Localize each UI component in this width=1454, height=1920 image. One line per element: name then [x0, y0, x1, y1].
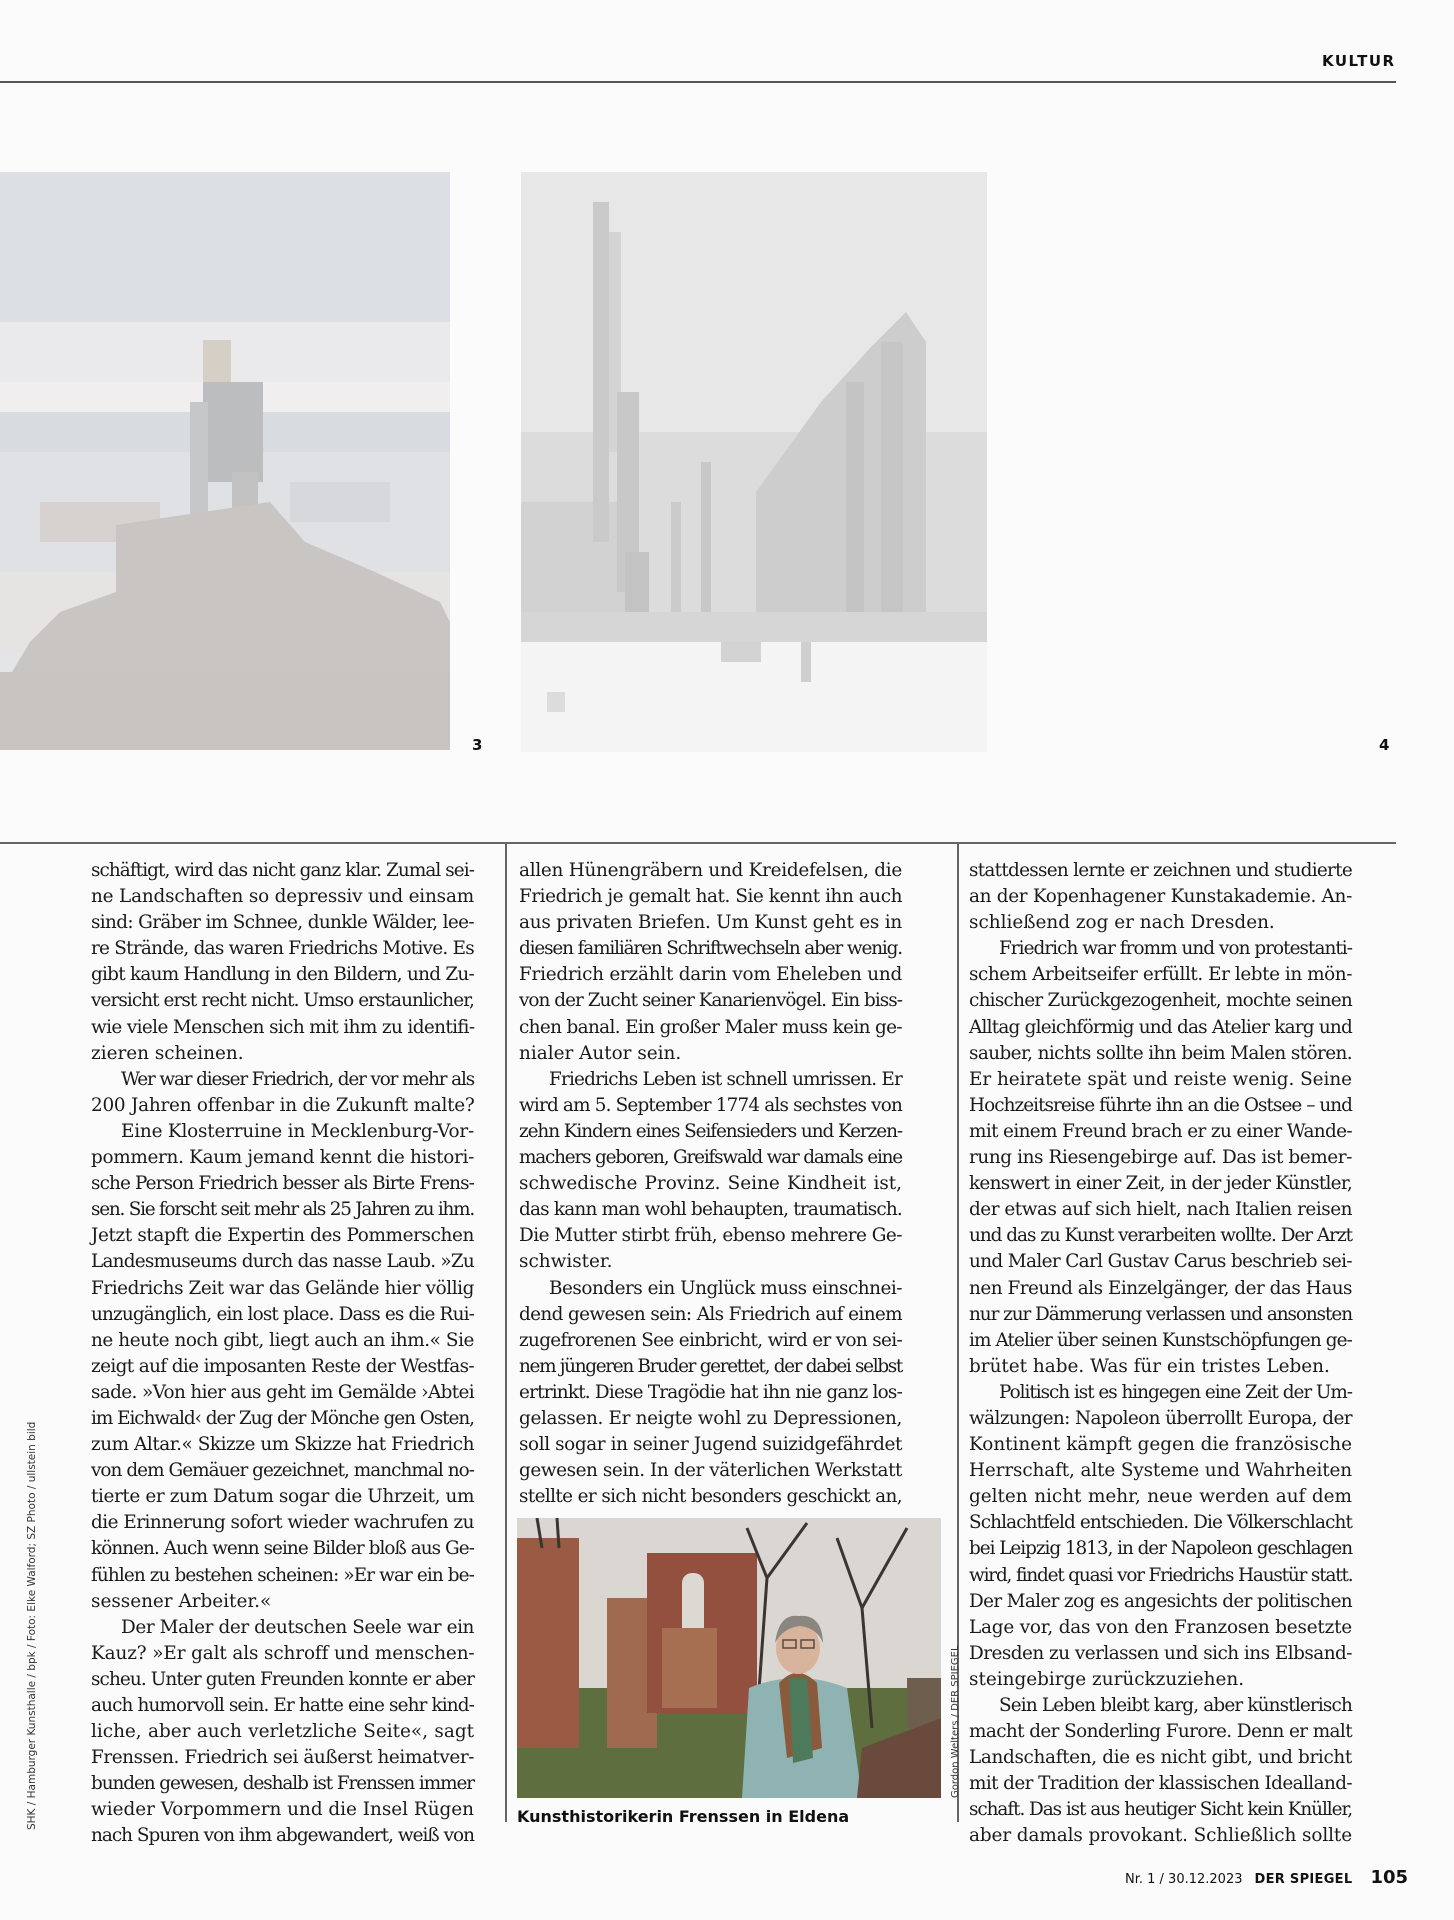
- magazine-brand: DER SPIEGEL: [1254, 1872, 1353, 1887]
- text-line: zieren scheinen.: [91, 1042, 244, 1064]
- text-line: im Atelier über seinen Kunstschöpfungen ge-: [969, 1329, 1352, 1351]
- text-line: ne Landschaften so depressiv und einsam: [91, 886, 474, 908]
- column-separator: [505, 844, 507, 1822]
- top-rule: [0, 81, 1396, 83]
- text-line: Hochzeitsreise führte ihn an die Ostsee – und: [969, 1094, 1352, 1116]
- text-line: machers geboren, Greifswald war damals eine: [519, 1147, 902, 1169]
- text-line: chischer Zurückgezogenheit, mochte seinen: [969, 990, 1352, 1012]
- text-line: mit einem Freund brach er zu einer Wande-: [969, 1120, 1352, 1142]
- text-line: liche, aber auch verletzliche Seite«, sagt: [91, 1721, 474, 1743]
- text-line: versicht erst recht nicht. Umso erstaunlicher,: [91, 990, 474, 1012]
- paragraph: [969, 936, 1352, 1380]
- text-line: zehn Kindern eines Seifensieders und Kerzen-: [519, 1120, 902, 1142]
- text-line: Besonders ein Unglück muss einschnei-: [549, 1277, 902, 1299]
- paragraph: [91, 1615, 474, 1850]
- page-number: 105: [1370, 1867, 1409, 1888]
- text-line: schließend zog er nach Dresden.: [969, 912, 1275, 934]
- text-line: aber damals provokant. Schließlich sollte: [969, 1825, 1352, 1847]
- paragraph: [519, 858, 902, 1067]
- text-line: nach Spuren von ihm abgewandert, weiß von: [91, 1825, 474, 1847]
- paragraph: [969, 1380, 1352, 1693]
- text-line: im Eichwald‹ der Zug der Mönche gen Osten,: [91, 1407, 474, 1429]
- text-line: nem jüngeren Bruder gerettet, der dabei selbst: [519, 1355, 902, 1377]
- text-line: sade. »Von hier aus geht im Gemälde ›Abtei: [91, 1381, 474, 1403]
- text-line: Er heiratete spät und reiste wenig. Seine: [969, 1068, 1352, 1090]
- text-line: stattdessen lernte er zeichnen und studierte: [969, 860, 1352, 881]
- text-line: Schlachtfeld entschieden. Die Völkerschlacht: [969, 1512, 1352, 1534]
- issue-date: Nr. 1 / 30.12.2023: [1125, 1872, 1243, 1887]
- page-footer: [1125, 1867, 1408, 1888]
- mid-rule: [0, 842, 1396, 844]
- text-line: gelassen. Er neigte wohl zu Depressionen,: [519, 1407, 902, 1429]
- text-line: unzugänglich, ein lost place. Dass es die Rui-: [91, 1303, 474, 1325]
- text-line: wälzungen: Napoleon überrollt Europa, der: [969, 1407, 1352, 1429]
- text-line: und das zu Kunst verarbeiten wollte. Der Arzt: [969, 1225, 1352, 1247]
- text-line: gibt kaum Handlung in den Bildern, und Zu-: [91, 964, 474, 986]
- text-line: nur zur Dämmerung verlassen und ansonsten: [969, 1303, 1352, 1325]
- text-line: kenswert in einer Zeit, in der jeder Künstler,: [969, 1173, 1352, 1195]
- text-line: pommern. Kaum jemand kennt die histori-: [91, 1147, 474, 1169]
- text-line: brütet habe. Was für ein tristes Leben.: [969, 1355, 1330, 1377]
- text-line: Dresden zu verlassen und sich ins Elbsand-: [969, 1642, 1352, 1664]
- text-line: bunden gewesen, deshalb ist Frenssen immer: [91, 1773, 474, 1795]
- text-line: auch humorvoll sein. Er hatte eine sehr kind-: [91, 1695, 474, 1716]
- text-line: Politisch ist es hingegen eine Zeit der Um-: [999, 1381, 1352, 1403]
- text-line: Friedrich war fromm und von protestanti-: [999, 938, 1352, 960]
- text-line: ne heute noch gibt, liegt auch an ihm.« Sie: [91, 1329, 474, 1351]
- text-line: rung ins Riesengebirge auf. Das ist bemer-: [969, 1147, 1352, 1169]
- photo-caption: Kunsthistorikerin Frenssen in Eldena: [517, 1807, 850, 1826]
- section-label: KULTUR: [1322, 52, 1396, 70]
- figure-3-image: [0, 172, 450, 750]
- text-line: Die Mutter stirbt früh, ebenso mehrere Ge-: [519, 1225, 902, 1247]
- article-column-1: [91, 858, 474, 1850]
- text-line: Landesmuseums durch das nasse Laub. »Zu: [91, 1251, 474, 1273]
- text-line: Frenssen. Friedrich sei äußerst heimatver-: [91, 1747, 474, 1769]
- text-line: Friedrich je gemalt hat. Sie kennt ihn auch: [519, 886, 902, 908]
- text-line: zeigt auf die imposanten Reste der Westfas-: [91, 1355, 474, 1377]
- text-line: Jetzt stapft die Expertin des Pommerschen: [91, 1225, 474, 1247]
- paragraph: [91, 1067, 474, 1119]
- text-line: die Erinnerung sofort wieder wachrufen zu: [91, 1512, 474, 1534]
- text-line: tierte er zum Datum sogar die Uhrzeit, um: [91, 1486, 474, 1508]
- text-line: können. Auch wenn seine Bilder bloß aus Ge-: [91, 1538, 474, 1560]
- text-line: Landschaften, die es nicht gibt, und bricht: [969, 1747, 1352, 1769]
- text-line: schwister.: [519, 1251, 613, 1273]
- text-line: gelten nicht mehr, neue werden auf dem: [969, 1486, 1352, 1508]
- text-line: Friedrich erzählt darin vom Eheleben und: [519, 964, 902, 986]
- figure-3-number: 3: [472, 736, 483, 754]
- text-line: das kann man wohl behaupten, traumatisch.: [519, 1199, 902, 1221]
- text-line: Lage vor, das von den Franzosen besetzte: [969, 1616, 1352, 1638]
- text-line: von der Zucht seiner Kanarienvögel. Ein biss-: [519, 990, 902, 1012]
- text-line: 200 Jahren offenbar in die Zukunft malte?: [91, 1094, 475, 1116]
- ruins-portrait-illustration: [517, 1518, 941, 1798]
- portrait-photo: [517, 1518, 941, 1798]
- wanderer-painting-pixelated: [0, 172, 450, 750]
- photo-credit: Gordon Welters / DER SPIEGEL: [950, 1645, 961, 1798]
- text-line: Kontinent kämpft gegen die französische: [969, 1434, 1352, 1456]
- text-line: sche Person Friedrich besser als Birte Frens-: [91, 1173, 474, 1195]
- text-line: dend gewesen sein: Als Friedrich auf einem: [519, 1303, 902, 1325]
- image-credit: SHK / Hamburger Kunsthalle / bpk / Foto: Elke Walford; SZ Photo / ullstein bild: [26, 1421, 38, 1830]
- text-line: Herrschaft, alte Systeme und Wahrheiten: [969, 1460, 1352, 1482]
- paragraph: [969, 858, 1352, 936]
- text-line: sen. Sie forscht seit mehr als 25 Jahren zu ihm.: [91, 1199, 474, 1221]
- text-line: re Strände, das waren Friedrichs Motive. Es: [91, 938, 474, 960]
- text-line: stellte er sich nicht besonders geschickt an,: [519, 1486, 902, 1508]
- text-line: sessener Arbeiter.«: [91, 1590, 272, 1612]
- figure-4-number: 4: [1379, 736, 1390, 754]
- text-line: zugefrorenen See einbricht, wird er von sei-: [519, 1329, 902, 1351]
- text-line: fühlen zu bestehen scheinen: »Er war ein be-: [91, 1564, 474, 1586]
- paragraph: [519, 1067, 902, 1276]
- text-line: Wer war dieser Friedrich, der vor mehr als: [121, 1068, 474, 1090]
- paragraph: [969, 1693, 1352, 1850]
- text-line: Sein Leben bleibt karg, aber künstlerisch: [999, 1695, 1352, 1716]
- text-line: chen banal. Ein großer Maler muss kein ge-: [519, 1016, 902, 1038]
- text-line: wird am 5. September 1774 als sechstes von: [519, 1094, 902, 1116]
- text-line: schaft. Das ist aus heutiger Sicht kein Knüller,: [969, 1799, 1352, 1821]
- text-line: Der Maler der deutschen Seele war ein: [121, 1616, 474, 1638]
- text-line: sind: Gräber im Schnee, dunkle Wälder, lee-: [91, 912, 474, 934]
- text-line: Eine Klosterruine in Mecklenburg-Vor-: [121, 1120, 474, 1142]
- text-line: an der Kopenhagener Kunstakademie. An-: [969, 886, 1352, 908]
- text-line: schem Arbeitseifer erfüllt. Er lebte in mön-: [969, 964, 1352, 986]
- text-line: wird, findet quasi vor Friedrichs Haustür statt.: [969, 1564, 1353, 1586]
- text-line: nen Freund als Einzelgänger, der das Haus: [969, 1277, 1352, 1299]
- article-column-3: [969, 858, 1352, 1850]
- text-line: wie viele Menschen sich mit ihm zu identifi-: [91, 1016, 475, 1038]
- text-line: sauber, nichts sollte ihn beim Malen stören.: [969, 1042, 1352, 1064]
- text-line: schwedische Provinz. Seine Kindheit ist,: [519, 1173, 902, 1195]
- text-line: wieder Vorpommern und die Insel Rügen: [91, 1799, 474, 1821]
- text-line: bei Leipzig 1813, in der Napoleon geschlagen: [969, 1538, 1352, 1560]
- text-line: nialer Autor sein.: [519, 1042, 682, 1064]
- text-line: zum Altar.« Skizze um Skizze hat Friedrich: [91, 1434, 475, 1456]
- text-line: Alltag gleichförmig und das Atelier karg und: [969, 1016, 1352, 1038]
- text-line: mit der Tradition der klassischen Idealland-: [969, 1773, 1352, 1795]
- text-line: scheu. Unter guten Freunden konnte er aber: [91, 1668, 474, 1690]
- paragraph: [91, 1119, 474, 1615]
- text-line: Kauz? »Er galt als schroff und menschen-: [91, 1642, 475, 1664]
- text-line: macht der Sonderling Furore. Denn er malt: [969, 1721, 1352, 1743]
- text-line: diesen familiären Schriftwechseln aber wenig.: [519, 938, 902, 960]
- text-line: gewesen sein. In der väterlichen Werkstatt: [519, 1460, 902, 1482]
- text-line: allen Hünengräbern und Kreidefelsen, die: [519, 860, 902, 881]
- figure-4-image: [521, 172, 987, 752]
- text-line: Friedrichs Zeit war das Gelände hier völlig: [91, 1277, 474, 1299]
- paragraph: [91, 858, 474, 1067]
- text-line: Friedrichs Leben ist schnell umrissen. Er: [549, 1068, 902, 1090]
- text-line: schäftigt, wird das nicht ganz klar. Zumal sei-: [91, 860, 474, 881]
- text-line: und Maler Carl Gustav Carus beschrieb sei-: [969, 1251, 1352, 1273]
- article-column-2: [519, 858, 902, 1510]
- text-line: soll sogar in seiner Jugend suizidgefährdet: [519, 1434, 902, 1456]
- text-line: von dem Gemäuer gezeichnet, manchmal no-: [91, 1460, 474, 1482]
- abbey-painting-pixelated: [521, 172, 987, 752]
- text-line: Der Maler zog es angesichts der politischen: [969, 1590, 1352, 1612]
- text-line: steingebirge zurückzuziehen.: [969, 1668, 1245, 1690]
- paragraph: [519, 1276, 902, 1511]
- text-line: ertrinkt. Diese Tragödie hat ihn nie ganz los-: [519, 1381, 902, 1403]
- text-line: aus privaten Briefen. Um Kunst geht es in: [519, 912, 902, 934]
- text-line: der etwas auf sich hielt, nach Italien reisen: [969, 1199, 1352, 1221]
